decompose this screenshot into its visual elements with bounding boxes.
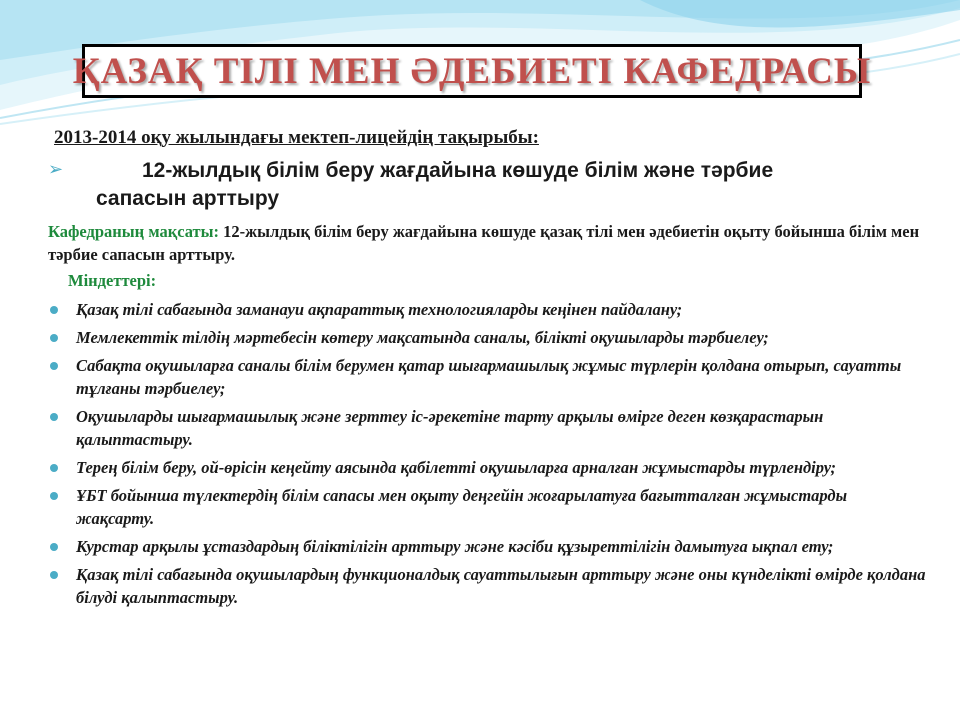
task-text: Қазақ тілі сабағында заманауи ақпараттық технологияларды кеңінен пайдалану; [76, 300, 683, 319]
tasks-heading: Міндеттері: [68, 271, 157, 290]
task-text: ҰБТ бойынша түлектердің білім сапасы мен оқыту деңгейін жоғарылатуға бағытталған жұмыстарды жақсарту. [76, 486, 848, 528]
task-item [48, 535, 928, 558]
round-bullet-icon [50, 413, 58, 421]
goal-text: 12-жылдық білім беру жағдайына көшуде қазақ тілі мен әдебиетін оқыту бойынша білім мен тәрбие сапасын арттыру. [48, 222, 920, 264]
round-bullet-icon [50, 334, 58, 342]
school-theme-text [96, 157, 922, 213]
round-bullet-icon [50, 362, 58, 370]
task-list [48, 298, 928, 614]
slide-title: ҚАЗАҚ ТІЛІ МЕН ӘДЕБИЕТІ КАФЕДРАСЫ [72, 50, 872, 92]
task-item [48, 563, 928, 609]
round-bullet-icon [50, 306, 58, 314]
school-theme-line-1: 12-жылдық білім беру жағдайына көшуде білім және тәрбие [142, 159, 774, 182]
task-item [48, 354, 928, 400]
task-text: Курстар арқылы ұстаздардың біліктілігін арттыру және кәсіби құзыреттілігін дамытуға ықпал ету; [76, 537, 834, 556]
round-bullet-icon [50, 543, 58, 551]
goal-label: Кафедраның мақсаты: [48, 222, 220, 241]
school-theme-line-2: сапасын арттыру [96, 187, 280, 210]
task-item [48, 456, 928, 479]
task-item [48, 484, 928, 530]
task-text: Сабақта оқушыларға саналы білім берумен қатар шығармашылық жұмыс түрлерін қолдана отырып, сауатты тұлғаны тәрбиелеу; [76, 356, 902, 398]
round-bullet-icon [50, 492, 58, 500]
arrow-right-icon: ➢ [48, 159, 64, 179]
task-text: Қазақ тілі сабағында оқушылардың функционалдық сауаттылығын арттыру және оны күнделікті өмірде қолдана білуді қалыптастыру. [76, 565, 926, 607]
task-item [48, 298, 928, 321]
task-text: Терең білім беру, ой-өрісін кеңейту аясында қабілетті оқушыларға арналған жұмыстарды түрлендіру; [76, 458, 836, 477]
school-theme-heading: 2013-2014 оқу жылындағы мектеп-лицейдің тақырыбы: [54, 127, 539, 148]
task-item [48, 405, 928, 451]
department-goal [48, 220, 928, 266]
round-bullet-icon [50, 571, 58, 579]
task-text: Мемлекеттік тілдің мәртебесін көтеру мақсатында саналы, білікті оқушыларды тәрбиелеу; [76, 328, 769, 347]
task-item [48, 326, 928, 349]
round-bullet-icon [50, 464, 58, 472]
task-text: Оқушыларды шығармашылық және зерттеу іс-әрекетіне тарту арқылы өмірге деген көзқарастарын қалыптастыру. [76, 407, 824, 449]
